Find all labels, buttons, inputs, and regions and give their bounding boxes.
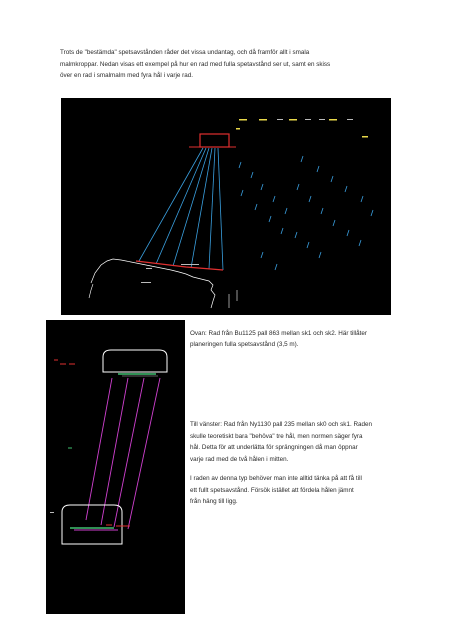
caption-line: skulle teoretiskt bara "behöva" tre hål, men normen säger fyra [190,432,363,440]
caption-line: från häng till ligg. [190,498,238,506]
intro-line: över en rad i smalmalm med fyra hål i varje rad. [60,72,193,80]
adjacent-row-marks [239,156,373,270]
drill-lines-left [86,378,160,529]
label-marks-yellow [236,119,368,138]
caption-line: varje rad med de två hålen i mitten. [190,455,289,463]
drill-plan-top-svg [61,98,391,315]
caption-note [190,473,405,508]
caption-line: Ovan: Rad från Bu1125 pall 863 mellan sk1 och sk2. Här tillåter [190,330,367,337]
caption-line: planeringen fulla spetsavstånd (3,5 m). [190,341,299,349]
figure-full-spacing-row [61,98,391,315]
orebody-outline [91,259,215,308]
drift-box-red [200,134,229,147]
caption-line: ett fullt spetsavstånd. Försök istället att fördela hålen jämnt [190,486,354,494]
red-markers [54,360,130,526]
caption-line: Till vänster: Rad från Ny1130 pall 235 mellan sk0 och sk1. Raden [190,421,373,428]
fan-drill-lines [139,148,223,270]
intro-line: Trots de "bestämda" spetsavstånden råder det vissa undantag, och då framför allt i smala [60,49,310,56]
caption-line: I raden av denna typ behöver man inte alltid tänka på att få till [190,475,362,482]
intro-line: malmkroppar. Nedan visas ett exempel på hur en rad med fulla spetavstånd ser ut, samt en skiss [60,60,331,68]
caption-line: hål. Detta för att underlätta för sprängningen då man öppnar [190,444,358,452]
caption-top-figure [190,328,400,350]
drill-plan-left-svg [46,320,185,614]
figure-narrow-ore-row [46,320,185,614]
intro-paragraph [60,47,390,82]
lower-drift-outline [62,505,122,544]
upper-drift-outline [103,350,167,372]
caption-left-figure [190,419,405,465]
